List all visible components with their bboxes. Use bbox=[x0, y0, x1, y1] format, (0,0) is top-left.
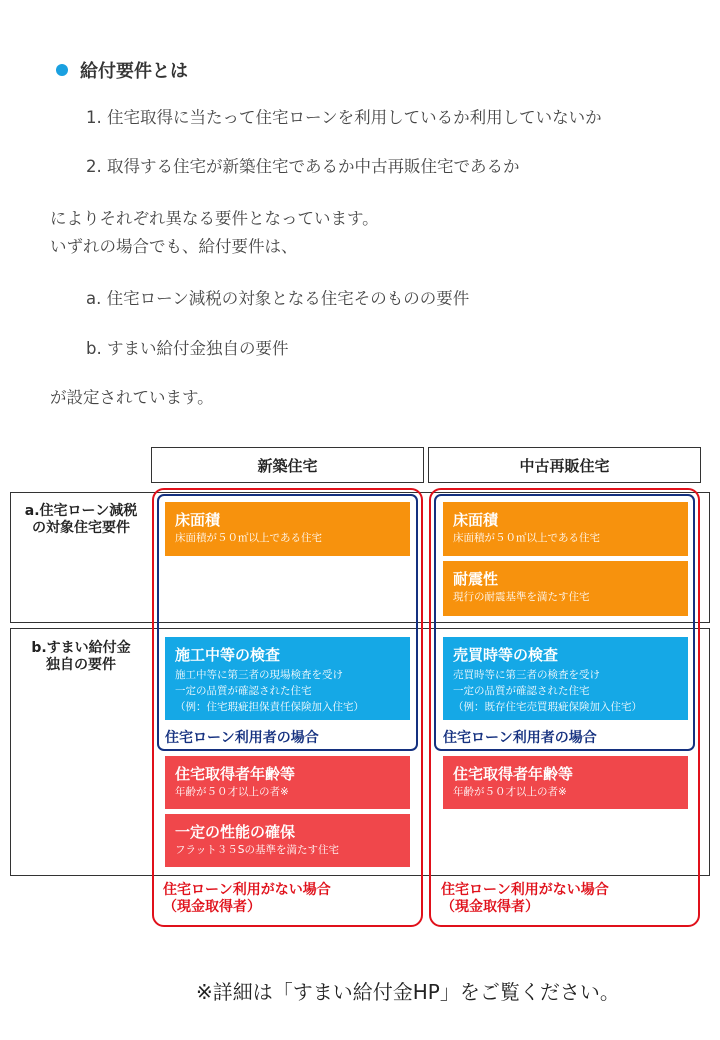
new-cash-label bbox=[163, 882, 331, 916]
used-quake-desc: 現行の耐震基準を満たす住宅 bbox=[453, 591, 590, 603]
used-inspection-desc-2: 一定の品質が確認された住宅 bbox=[453, 685, 590, 697]
new-age-box bbox=[165, 756, 410, 809]
new-inspection-desc-2: 一定の品質が確認された住宅 bbox=[175, 685, 312, 697]
condition-item-2: 2. 取得する住宅が新築住宅であるか中古再販住宅であるか bbox=[86, 157, 520, 176]
new-cash-label-line2: （現金取得者） bbox=[163, 899, 261, 915]
new-inspection-desc-1: 施工中等に第三者の現場検査を受け bbox=[175, 669, 343, 681]
new-floor-title: 床面積 bbox=[175, 511, 221, 529]
used-floor-box bbox=[443, 502, 688, 556]
used-inspection-title: 売買時等の検査 bbox=[453, 646, 559, 664]
used-inspection-desc-3: （例：既存住宅売買瑕疵保険加入住宅） bbox=[453, 701, 642, 713]
new-performance-desc: フラット３５Sの基準を満たす住宅 bbox=[175, 844, 339, 856]
used-quake-box bbox=[443, 561, 688, 616]
row-label-b-line2: 独自の要件 bbox=[46, 657, 116, 673]
used-loan-label: 住宅ローン利用者の場合 bbox=[443, 730, 597, 746]
new-loan-label: 住宅ローン利用者の場合 bbox=[165, 730, 319, 746]
new-inspection-title: 施工中等の検査 bbox=[175, 646, 281, 664]
requirement-item-b: b. すまい給付金独自の要件 bbox=[86, 339, 289, 358]
used-floor-desc: 床面積が５０㎡以上である住宅 bbox=[453, 532, 600, 544]
intro-text-3: が設定されています。 bbox=[50, 388, 214, 407]
new-performance-box bbox=[165, 814, 410, 867]
used-inspection-desc-1: 売買時等に第三者の検査を受け bbox=[453, 669, 600, 681]
condition-item-1: 1. 住宅取得に当たって住宅ローンを利用しているか利用していないか bbox=[86, 108, 602, 127]
column-header-used: 中古再販住宅 bbox=[428, 447, 701, 483]
used-cash-label-line1: 住宅ローン利用がない場合 bbox=[441, 882, 609, 898]
intro-text-1: によりそれぞれ異なる要件となっています。 bbox=[50, 209, 379, 228]
new-inspection-box bbox=[165, 637, 410, 720]
used-quake-title: 耐震性 bbox=[453, 570, 499, 588]
bullet-dot-icon bbox=[56, 64, 68, 76]
new-cash-label-line1: 住宅ローン利用がない場合 bbox=[163, 882, 331, 898]
new-age-desc: 年齢が５０才以上の者※ bbox=[175, 786, 289, 798]
used-age-title: 住宅取得者年齢等 bbox=[453, 765, 574, 783]
new-floor-desc: 床面積が５０㎡以上である住宅 bbox=[175, 532, 322, 544]
used-age-desc: 年齢が５０才以上の者※ bbox=[453, 786, 567, 798]
row-label-a bbox=[14, 503, 148, 537]
new-inspection-desc-3: （例：住宅瑕疵担保責任保険加入住宅） bbox=[175, 701, 364, 713]
new-floor-box bbox=[165, 502, 410, 556]
row-label-b-line1: b.すまい給付金 bbox=[31, 640, 131, 656]
intro-text-2: いずれの場合でも、給付要件は、 bbox=[50, 237, 298, 256]
section-heading bbox=[56, 57, 188, 83]
footer-note: ※詳細は「すまい給付金HP」をご覧ください。 bbox=[196, 980, 620, 1004]
used-floor-title: 床面積 bbox=[453, 511, 499, 529]
heading-text: 給付要件とは bbox=[80, 61, 188, 82]
used-inspection-box bbox=[443, 637, 688, 720]
row-label-a-line2: の対象住宅要件 bbox=[32, 520, 130, 536]
column-header-new: 新築住宅 bbox=[151, 447, 424, 483]
requirement-item-a: a. 住宅ローン減税の対象となる住宅そのものの要件 bbox=[86, 289, 470, 308]
row-label-b bbox=[14, 640, 148, 674]
used-cash-label bbox=[441, 882, 609, 916]
new-age-title: 住宅取得者年齢等 bbox=[175, 765, 296, 783]
used-age-box bbox=[443, 756, 688, 809]
row-label-a-line1: a.住宅ローン減税 bbox=[24, 503, 138, 519]
new-performance-title: 一定の性能の確保 bbox=[175, 823, 296, 841]
used-cash-label-line2: （現金取得者） bbox=[441, 899, 539, 915]
